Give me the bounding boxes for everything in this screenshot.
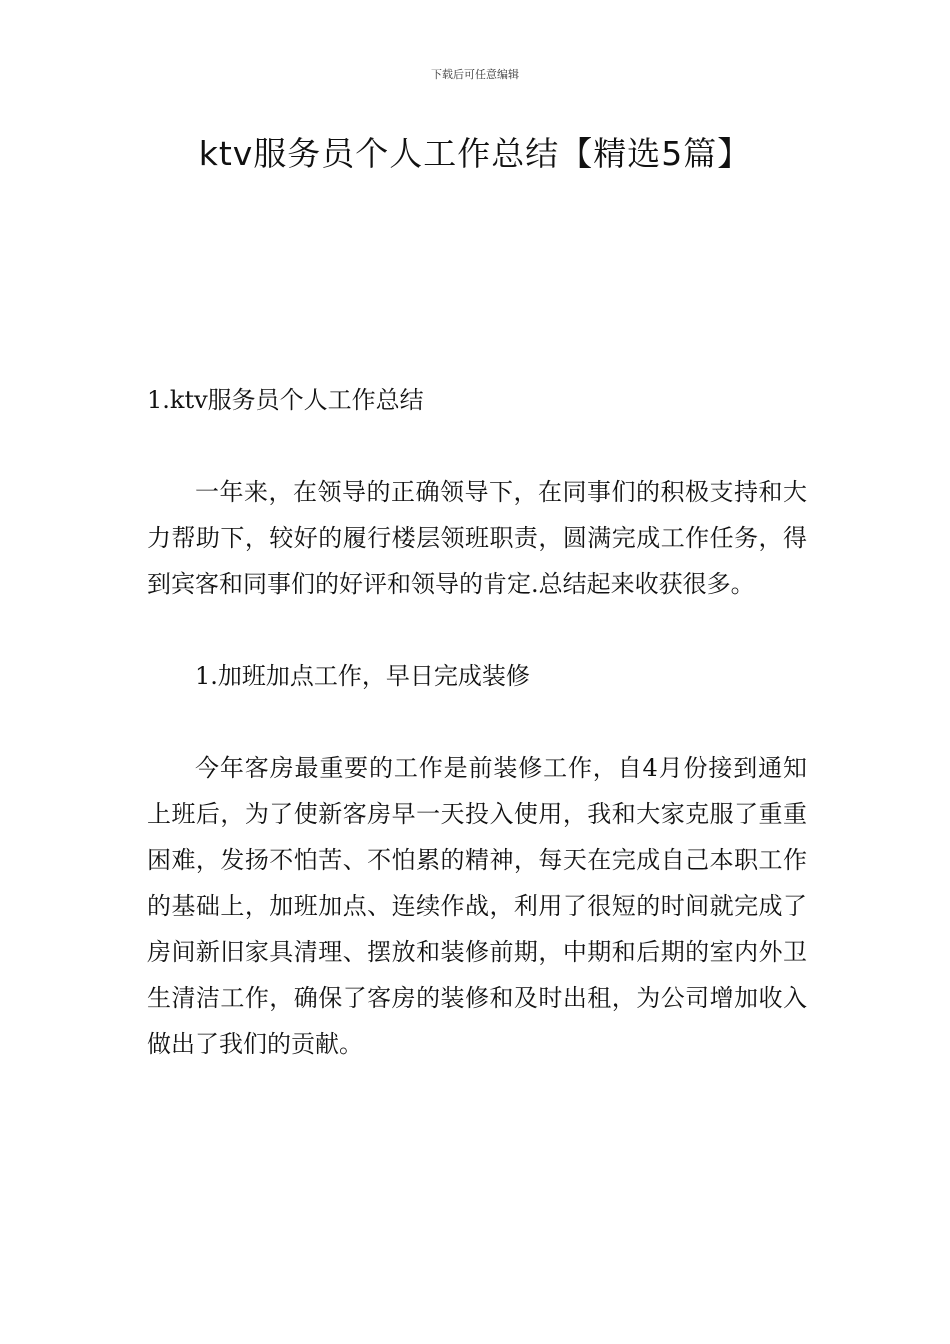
document-body: [147, 377, 807, 1113]
page-title: ktv服务员个人工作总结【精选5篇】: [198, 134, 752, 173]
sub-heading: 1.加班加点工作，早日完成装修: [195, 662, 530, 690]
paragraph: 一年来，在领导的正确领导下，在同事们的积极支持和大力帮助下，较好的履行楼层领班职责，圆满完成工作任务，得到宾客和同事们的好评和领导的肯定.总结起来收获很多。: [147, 478, 807, 598]
paragraph: 今年客房最重要的工作是前装修工作，自4月份接到通知上班后，为了使新客房早一天投入使用，我和大家克服了重重困难，发扬不怕苦、不怕累的精神，每天在完成自己本职工作的基础上，加班加点、连续作战，利用了很短的时间就完成了房间新旧家具清理、摆放和装修前期，中期和后期的室内外卫生清洁工作，确保了客房的装修和及时出租，为公司增加收入做出了我们的贡献。: [147, 754, 807, 1058]
section-heading: 1.ktv服务员个人工作总结: [147, 386, 424, 414]
header-note: 下载后可任意编辑: [431, 68, 519, 81]
